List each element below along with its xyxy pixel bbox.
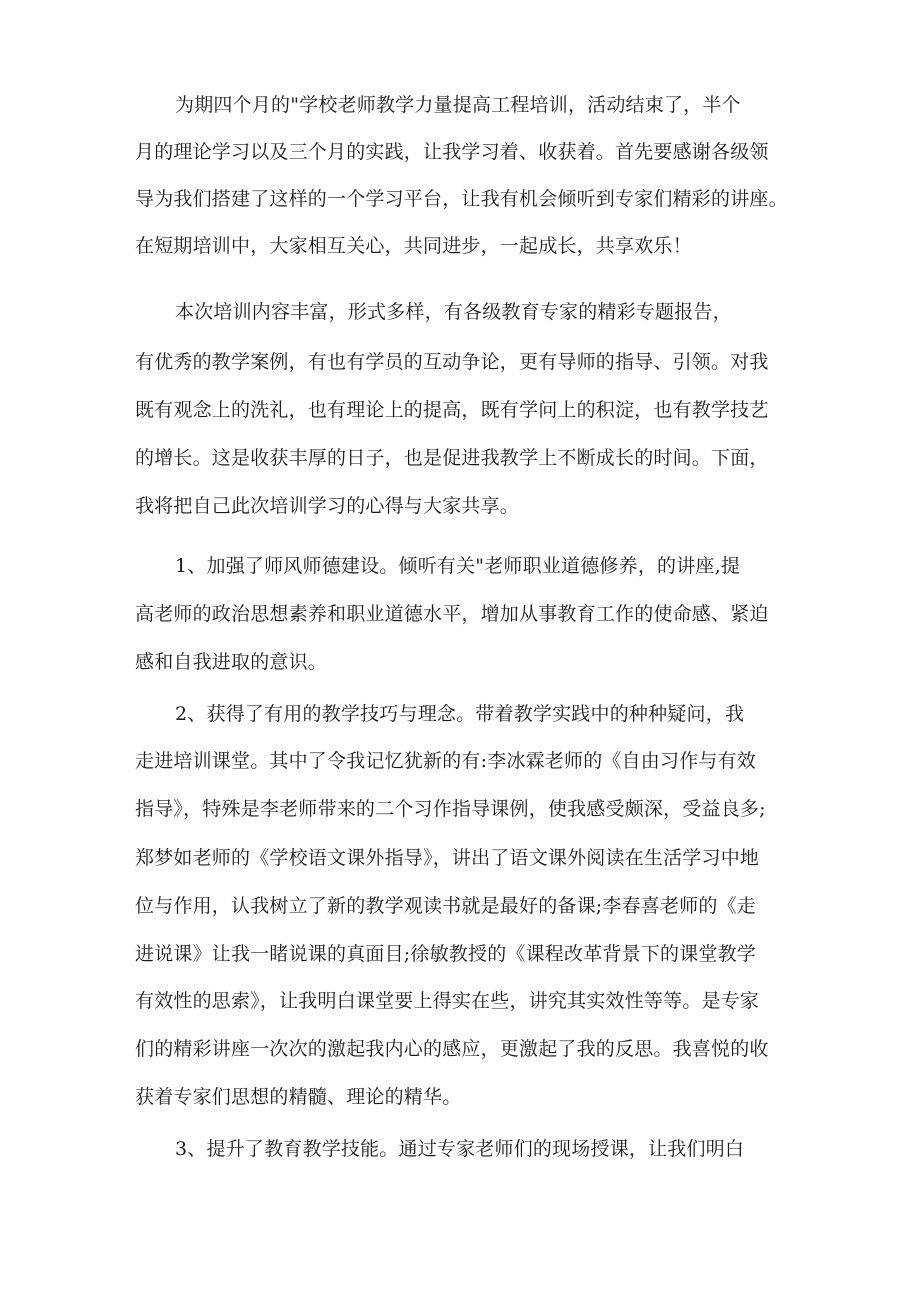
paragraph-4-line-1: 2、获得了有用的教学技巧与理念。带着教学实践中的种种疑问，我 — [175, 703, 745, 725]
paragraph-1-line-1: 为期四个月的"学校老师教学力量提高工程培训，活动结束了，半个 — [175, 94, 741, 116]
paragraph-2-line-2: 有优秀的教学案例，有也有学员的互动争论，更有导师的指导、引领。对我 — [135, 351, 769, 373]
paragraph-3-line-2: 高老师的政治思想素养和职业道德水平，增加从事教育工作的使命感、紧迫 — [135, 603, 769, 625]
paragraph-3-line-3: 感和自我进取的意识。 — [135, 651, 328, 673]
paragraph-2-line-1: 本次培训内容丰富，形式多样，有各级教育专家的精彩专题报告， — [175, 301, 732, 323]
paragraph-5-line-1: 3、提升了教育教学技能。通过专家老师们的现场授课，让我们明白 — [175, 1138, 745, 1160]
paragraph-4-line-4: 郑梦如老师的《学校语文课外指导》，讲出了语文课外阅读在生活学习中地 — [135, 847, 760, 869]
paragraph-4-line-9: 获着专家们思想的精髓、理论的精华。 — [135, 1086, 462, 1108]
paragraph-2-line-3: 既有观念上的洗礼，也有理论上的提高，既有学问上的积淀，也有教学技艺 — [135, 399, 769, 421]
paragraph-1-line-4: 在短期培训中，大家相互关心，共同进步，一起成长，共享欢乐！ — [135, 235, 692, 257]
paragraph-4-line-7: 有效性的思索》，让我明白课堂要上得实在些，讲究其实效性等等。是专家 — [135, 990, 760, 1012]
paragraph-4-line-6: 进说课》让我一睹说课的真面目;徐敏教授的《课程改革背景下的课堂教学 — [135, 943, 757, 965]
paragraph-4-line-8: 们的精彩讲座一次次的激起我内心的感应，更激起了我的反思。我喜悦的收 — [135, 1038, 769, 1060]
paragraph-2-line-5: 我将把自己此次培训学习的心得与大家共享。 — [135, 495, 520, 517]
paragraph-1-line-2: 月的理论学习以及三个月的实践，让我学习着、收获着。首先要感谢各级领 — [135, 141, 769, 163]
paragraph-2-line-4: 的增长。这是收获丰厚的日子，也是促进我教学上不断成长的时间。下面， — [135, 447, 769, 469]
paragraph-4-line-5: 位与作用，认我树立了新的教学观读书就是最好的备课;李春喜老师的《走 — [135, 895, 757, 917]
paragraph-4-line-2: 走进培训课堂。其中了令我记忆犹新的有:李冰霖老师的《自由习作与有效 — [135, 750, 757, 772]
paragraph-4-line-3: 指导》，特殊是李老师带来的二个习作指导课例，使我感受颇深，受益良多; — [135, 798, 766, 820]
paragraph-1-line-3: 导为我们搭建了这样的一个学习平台，让我有机会倾听到专家们精彩的讲座。 — [135, 188, 788, 210]
paragraph-3-line-1: 1、加强了师风师德建设。倾听有关"老师职业道德修养，的讲座,提 — [175, 555, 741, 577]
